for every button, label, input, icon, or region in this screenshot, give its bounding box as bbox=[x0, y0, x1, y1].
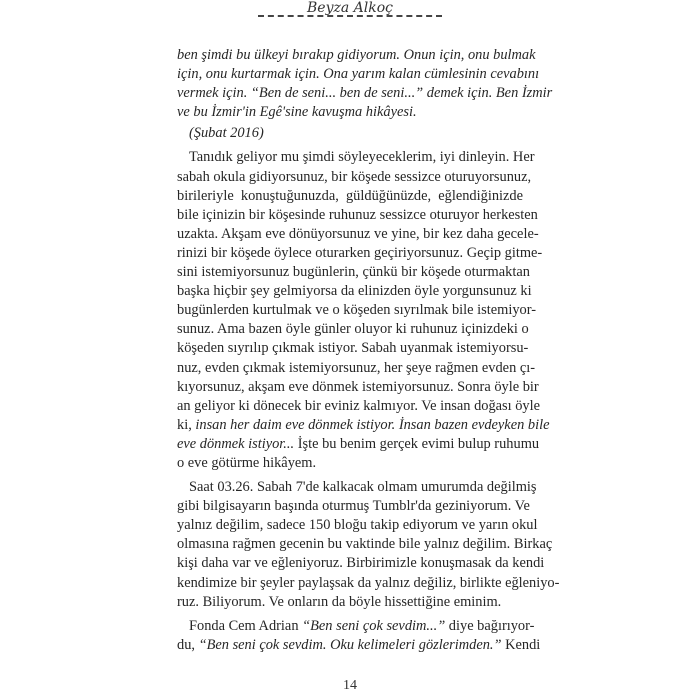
text-line: için, onu kurtarmak için. Ona yarım kalan cümlesinin cevabını bbox=[177, 66, 540, 83]
paragraph-3 bbox=[177, 617, 541, 655]
text-line: ben şimdi bu ülkeyi bırakıp gidiyorum. Onun için, onu bulmak bbox=[177, 47, 536, 63]
text-line: ruz. Biliyorum. Ve onların da böyle hissettiğine eminim. bbox=[177, 593, 502, 610]
text-line bbox=[177, 416, 550, 435]
text-segment: İşte bu benim gerçek evimi bulup ruhumu bbox=[294, 435, 540, 452]
text-line: sunuz. Ama bazen öyle günler oluyor ki ruhunuz içinizdeki o bbox=[177, 321, 529, 338]
text-segment: du, bbox=[177, 636, 199, 653]
intro-italic-paragraph bbox=[177, 46, 553, 122]
italic-segment: eve dönmek istiyor... bbox=[177, 435, 295, 452]
text-line: an geliyor ki dönecek bir eviniz kalmıyor. Ve insan doğası öyle bbox=[177, 397, 541, 414]
text-line: vermek için. “Ben de seni... ben de seni...” demek için. Ben İzmir bbox=[177, 85, 553, 102]
text-line: ve bu İzmir'in Egê'sine kavuşma hikâyesi. bbox=[177, 104, 417, 121]
text-line: sabah okula gidiyorsunuz, bir köşede sessizce oturuyorsunuz, bbox=[177, 168, 532, 185]
text-line: kişi daha var ve eğleniyoruz. Birbirimizle konuşmasak da kendi bbox=[177, 555, 545, 572]
text-line: bile içinizin bir köşesinde ruhunuz sessizce oturuyor herkesten bbox=[177, 206, 538, 223]
italic-segment: “Ben seni çok sevdim...” bbox=[302, 617, 446, 634]
text-line: gibi bilgisayarın başında oturmuş Tumblr'da geziniyorum. Ve bbox=[177, 498, 530, 515]
italic-segment: “Ben seni çok sevdim. Oku kelimeleri gözlerimden.” bbox=[198, 636, 502, 653]
text-line: başka hiçbir şey gelmiyorsa da elinizden öyle yorgunsunuz ki bbox=[177, 283, 532, 300]
text-segment: Fonda Cem Adrian bbox=[189, 617, 303, 634]
text-line: rinizi bir köşede öylece oturarken geçiriyorsunuz. Geçip gitme- bbox=[177, 244, 543, 261]
text-line: sini istemiyorsunuz bugünlerin, çünkü bir köşede oturmaktan bbox=[177, 264, 530, 281]
text-line: olmasına rağmen gecenin bu vaktinde bile yalnız değilim. Birkaç bbox=[177, 536, 553, 553]
text-segment: ki, bbox=[177, 416, 196, 433]
text-line: o eve götürme hikâyem. bbox=[177, 454, 317, 471]
page-number: 14 bbox=[343, 678, 357, 693]
paragraph-2 bbox=[177, 478, 560, 612]
text-line bbox=[177, 636, 541, 655]
text-line bbox=[177, 435, 540, 454]
text-line: Tanıdık geliyor mu şimdi söyleyeceklerim, iyi dinleyin. Her bbox=[189, 149, 535, 166]
text-line: köşeden sıyrılıp çıkmak istiyor. Sabah uyanmak istemiyorsu- bbox=[177, 340, 529, 357]
text-segment: Kendi bbox=[501, 636, 541, 653]
text-segment: diye bağırıyor- bbox=[445, 617, 535, 634]
text-line: uzakta. Akşam eve dönüyorsunuz ve yine, bir kez daha gecele- bbox=[177, 225, 539, 242]
text-line: birileriyle konuştuğunuzda, güldüğünüzde, eğlendiğinizde bbox=[177, 187, 523, 204]
body-text bbox=[177, 46, 560, 655]
header-dashed-rule bbox=[258, 15, 442, 17]
text-line: kıyorsunuz, akşam eve dönmek istemiyorsunuz. Sonra öyle bir bbox=[177, 378, 539, 395]
running-head-author: Beyza Alkoç bbox=[307, 0, 393, 16]
text-line: yalnız değilim, sadece 150 bloğu takip ediyorum ve yarın okul bbox=[177, 517, 538, 534]
text-line: nuz, evden çıkmak istemiyorsunuz, her şeye rağmen evden çı- bbox=[177, 359, 536, 376]
text-line bbox=[177, 617, 535, 636]
text-line: bugünlerden kurtulmak ve o köşeden sıyrılmak bile istemiyor- bbox=[177, 302, 536, 319]
text-line: Saat 03.26. Sabah 7'de kalkacak olmam umurumda değilmiş bbox=[189, 479, 537, 496]
text-line: kendimize bir şeyler paylaşsak da yalnız değiliz, birlikte eğleniyo- bbox=[177, 574, 560, 591]
italic-segment: insan her daim eve dönmek istiyor. İnsan bazen evdeyken bile bbox=[195, 416, 550, 433]
paragraph-1 bbox=[177, 148, 550, 473]
date-line: (Şubat 2016) bbox=[189, 125, 264, 142]
